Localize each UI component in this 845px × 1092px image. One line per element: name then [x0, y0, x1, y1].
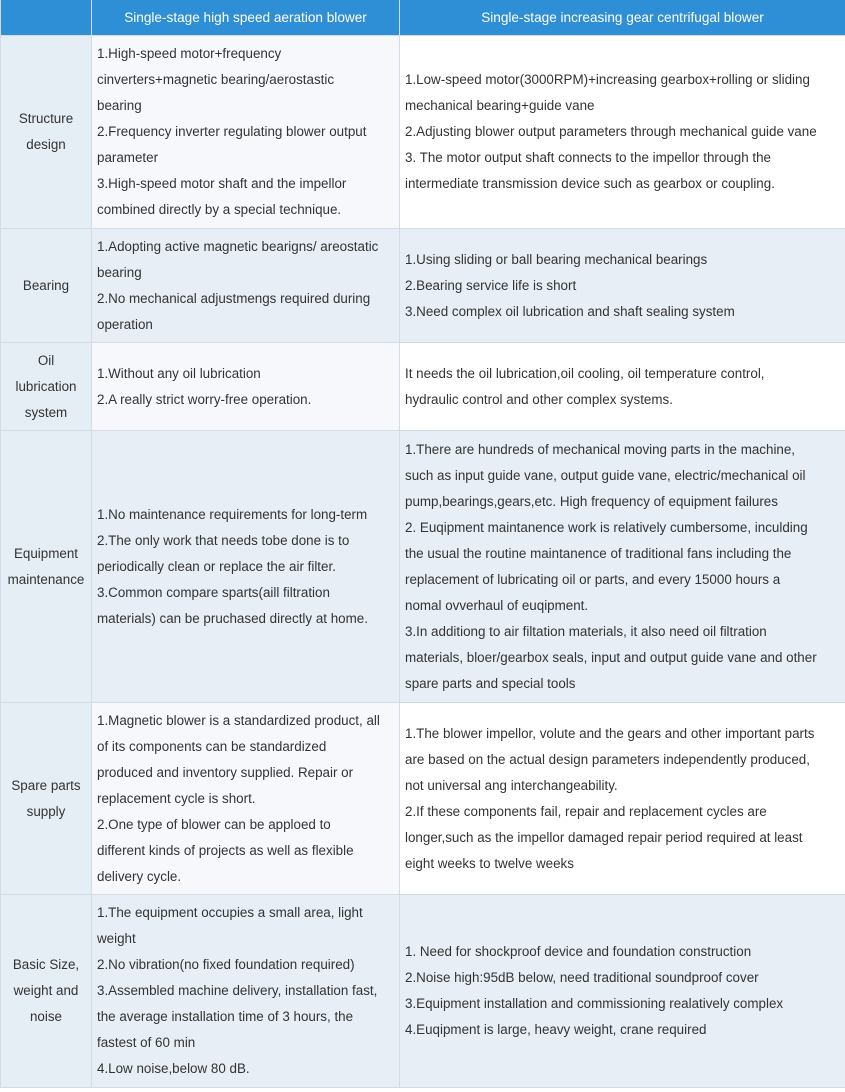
- category-cell: [1, 703, 92, 895]
- gear-centrifugal-blower-line: It needs the oil lubrication,oil cooling, oil temperature control,: [405, 365, 765, 381]
- gear-centrifugal-blower-line: 2.Noise high:95dB below, need traditional soundproof cover: [405, 970, 759, 985]
- aeration-blower-line: operation: [97, 316, 153, 332]
- aeration-blower-line: weight: [97, 931, 136, 946]
- gear-centrifugal-blower-line: 2.Bearing service life is short: [405, 277, 577, 293]
- gear-centrifugal-blower-line: 2. Euqipment maintanence work is relatively cumbersome, inculding: [405, 519, 808, 535]
- gear-centrifugal-blower-line: 2.If these components fail, repair and replacement cycles are: [405, 803, 767, 819]
- category-line: maintenance: [7, 571, 85, 587]
- aeration-blower-line: combined directly by a special technique.: [97, 202, 342, 217]
- category-line: Structure: [18, 111, 74, 126]
- category-line: Equipment: [13, 545, 79, 561]
- aeration-blower-line: different kinds of projects as well as flexible: [97, 842, 354, 858]
- gear-centrifugal-blower-cell: [400, 703, 845, 895]
- aeration-blower-line: 1.Without any oil lubrication: [97, 365, 261, 381]
- aeration-blower-cell: [92, 343, 400, 431]
- gear-centrifugal-blower-cell: [400, 343, 845, 431]
- category-cell: [1, 343, 92, 431]
- aeration-blower-cell: [92, 895, 400, 1088]
- aeration-blower-line: the average installation time of 3 hours, the: [97, 1009, 354, 1024]
- aeration-blower-line: 2.One type of blower can be apploed to: [97, 816, 331, 832]
- gear-centrifugal-blower-line: pump,bearings,gears,etc. High frequency of equipment failures: [405, 493, 778, 509]
- category-cell: [1, 895, 92, 1088]
- aeration-blower-line: 2.No mechanical adjustmengs required during: [97, 290, 371, 306]
- gear-centrifugal-blower-line: 1.Using sliding or ball bearing mechanical bearings: [405, 251, 708, 267]
- aeration-blower-cell: [92, 36, 400, 229]
- category-line: lubrication: [15, 378, 77, 394]
- table-row: [1, 229, 845, 343]
- gear-centrifugal-blower-cell: [400, 431, 845, 703]
- aeration-blower-line: 3.Assembled machine delivery, installation fast,: [97, 983, 378, 998]
- gear-centrifugal-blower-line: 2.Adjusting blower output parameters through mechanical guide vane: [405, 124, 817, 139]
- aeration-blower-line: 2.Frequency inverter regulating blower output: [97, 124, 367, 139]
- gear-centrifugal-blower-line: the usual the routine maintanence of traditional fans including the: [405, 545, 792, 561]
- category-line: supply: [26, 803, 66, 819]
- aeration-blower-line: fastest of 60 min: [97, 1035, 196, 1050]
- header-row: [1, 0, 845, 36]
- gear-centrifugal-blower-line: 3. The motor output shaft connects to the impellor through the: [405, 150, 771, 165]
- aeration-blower-line: bearing: [97, 98, 142, 113]
- table-row: [1, 895, 845, 1088]
- gear-centrifugal-blower-line: 1.There are hundreds of mechanical moving parts in the machine,: [405, 441, 796, 457]
- gear-centrifugal-blower-line: such as input guide vane, output guide vane, electric/mechanical oil: [405, 467, 806, 483]
- category-line: design: [26, 137, 66, 152]
- aeration-blower-line: 4.Low noise,below 80 dB.: [97, 1061, 250, 1076]
- category-line: weight and: [13, 983, 79, 998]
- header-gear-centrifugal-blower: Single-stage increasing gear centrifugal blower: [400, 0, 845, 36]
- aeration-blower-line: 2.A really strict worry-free operation.: [97, 391, 312, 407]
- aeration-blower-line: periodically clean or replace the air filter.: [97, 558, 336, 574]
- gear-centrifugal-blower-line: not universal ang interchangeability.: [405, 777, 618, 793]
- aeration-blower-line: 1.High-speed motor+frequency: [97, 46, 282, 61]
- gear-centrifugal-blower-line: longer,such as the impellor damaged repair period required at least: [405, 829, 803, 845]
- aeration-blower-line: produced and inventory supplied. Repair or: [97, 764, 354, 780]
- gear-centrifugal-blower-cell: [400, 229, 845, 343]
- gear-centrifugal-blower-line: materials, bloer/gearbox seals, input and output guide vane and other: [405, 649, 817, 665]
- gear-centrifugal-blower-line: eight weeks to twelve weeks: [405, 855, 574, 871]
- aeration-blower-line: cinverters+magnetic bearing/aerostastic: [97, 72, 335, 87]
- gear-centrifugal-blower-line: 1.Low-speed motor(3000RPM)+increasing gearbox+rolling or sliding: [405, 72, 810, 87]
- aeration-blower-line: delivery cycle.: [97, 868, 182, 884]
- table-row: [1, 343, 845, 431]
- aeration-blower-cell: [92, 431, 400, 703]
- gear-centrifugal-blower-cell: [400, 36, 845, 229]
- gear-centrifugal-blower-line: spare parts and special tools: [405, 675, 576, 691]
- gear-centrifugal-blower-cell: [400, 895, 845, 1088]
- aeration-blower-line: parameter: [97, 150, 159, 165]
- gear-centrifugal-blower-line: 3.Need complex oil lubrication and shaft sealing system: [405, 303, 735, 319]
- gear-centrifugal-blower-line: replacement of lubricating oil or parts, and every 15000 hours a: [405, 571, 781, 587]
- gear-centrifugal-blower-line: hydraulic control and other complex systems.: [405, 391, 673, 407]
- aeration-blower-line: 2.The only work that needs tobe done is to: [97, 532, 350, 548]
- aeration-blower-line: 1.Magnetic blower is a standardized product, all: [97, 712, 380, 728]
- aeration-blower-line: 1.Adopting active magnetic bearigns/ areostatic: [97, 238, 379, 254]
- category-cell: [1, 229, 92, 343]
- aeration-blower-line: 1.The equipment occupies a small area, light: [97, 905, 363, 920]
- aeration-blower-cell: [92, 229, 400, 343]
- gear-centrifugal-blower-line: 3.In additiong to air filtation materials, it also need oil filtration: [405, 623, 767, 639]
- category-cell: [1, 36, 92, 229]
- header-aeration-blower: Single-stage high speed aeration blower: [92, 0, 400, 36]
- gear-centrifugal-blower-line: 1.The blower impellor, volute and the gears and other important parts: [405, 725, 815, 741]
- aeration-blower-cell: [92, 703, 400, 895]
- aeration-blower-line: replacement cycle is short.: [97, 790, 256, 806]
- table-row: [1, 703, 845, 895]
- gear-centrifugal-blower-line: mechanical bearing+guide vane: [405, 98, 595, 113]
- aeration-blower-line: 2.No vibration(no fixed foundation required): [97, 957, 355, 972]
- aeration-blower-line: materials) can be pruchased directly at home.: [97, 610, 368, 626]
- aeration-blower-line: 3.Common compare sparts(aill filtration: [97, 584, 330, 600]
- gear-centrifugal-blower-line: nomal ovverhaul of euqipment.: [405, 597, 589, 613]
- aeration-blower-line: 1.No maintenance requirements for long-term: [97, 506, 368, 522]
- category-line: noise: [29, 1009, 62, 1024]
- category-line: Basic Size,: [12, 957, 80, 972]
- category-cell: [1, 431, 92, 703]
- aeration-blower-line: bearing: [97, 264, 142, 280]
- gear-centrifugal-blower-line: intermediate transmission device such as gearbox or coupling.: [405, 176, 775, 191]
- gear-centrifugal-blower-line: 1. Need for shockproof device and foundation construction: [405, 944, 752, 959]
- category-line: Oil: [37, 352, 55, 368]
- gear-centrifugal-blower-line: 4.Euqipment is large, heavy weight, crane required: [405, 1022, 707, 1037]
- aeration-blower-line: of its components can be standardized: [97, 738, 327, 754]
- table-body: [1, 36, 845, 1088]
- category-line: system: [24, 404, 68, 420]
- header-empty-cell: [1, 0, 92, 36]
- category-line: Spare parts: [11, 777, 81, 793]
- gear-centrifugal-blower-line: are based on the actual design parameters independently produced,: [405, 751, 810, 767]
- table-row: [1, 431, 845, 703]
- gear-centrifugal-blower-line: 3.Equipment installation and commissioning realatively complex: [405, 996, 784, 1011]
- category-line: Bearing: [22, 277, 70, 293]
- aeration-blower-line: 3.High-speed motor shaft and the impellor: [97, 176, 347, 191]
- table-row: [1, 36, 845, 229]
